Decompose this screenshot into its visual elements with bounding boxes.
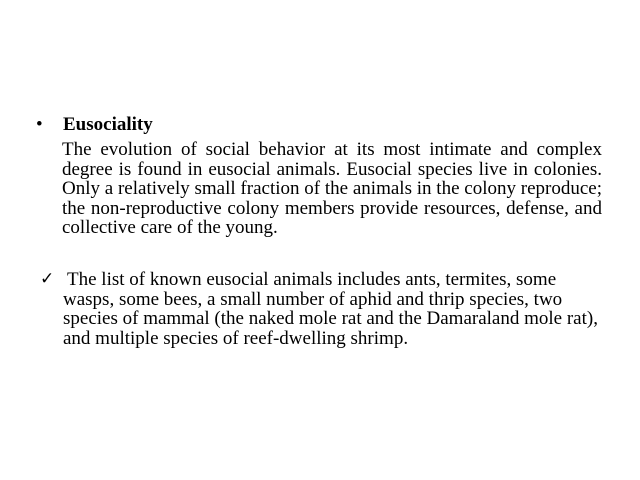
section-heading: Eusociality (63, 114, 153, 135)
eusocial-animals-checkpoint (40, 270, 610, 348)
eusociality-bullet (36, 113, 606, 238)
eusociality-description: The evolution of social behavior at its most intimate and complex degree is found in eusocial animals. Eusocial species live in colonies. Only a relatively small fraction of the animals in the colony reproduce; the non-reproductive colony members provide resources, defense, and collective care of the young. (62, 139, 602, 238)
check-icon: ✓ (40, 269, 55, 289)
bullet-heading-row (36, 113, 606, 137)
eusocial-animals-list: The list of known eusocial animals includes ants, termites, some wasps, some bees, a small number of aphid and thrip species, two species of mammal (the naked mole rat and the Damaraland mole rat), and multiple species of reef-dwelling shrimp. (63, 269, 598, 349)
bullet-dot-icon: • (36, 114, 43, 135)
